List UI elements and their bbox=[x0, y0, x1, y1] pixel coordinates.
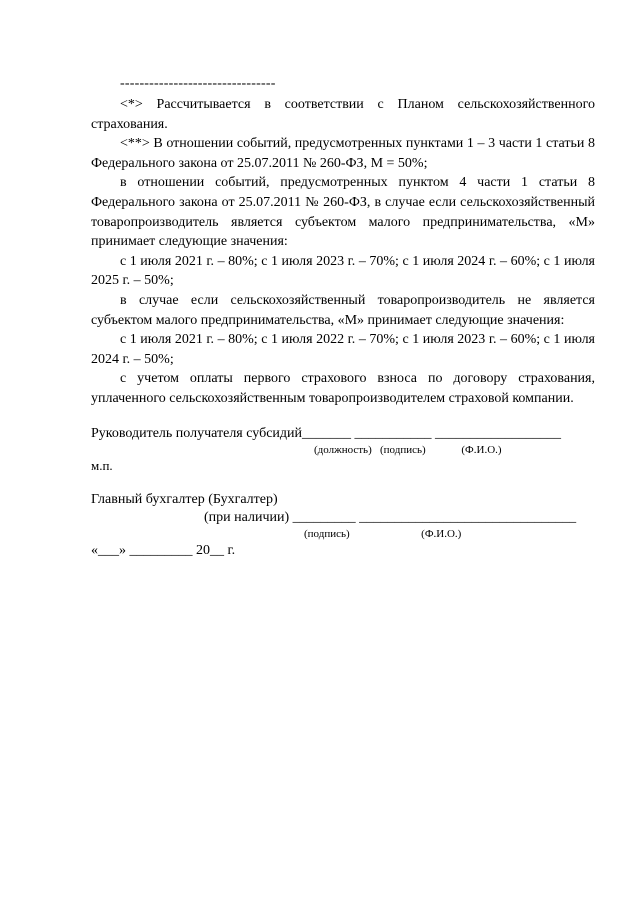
footnote-paragraph-4: с 1 июля 2021 г. – 80%; с 1 июля 2023 г. – 70%; с 1 июля 2024 г. – 60%; с 1 июля 2025 г. – 50%; bbox=[91, 253, 595, 289]
footnote-1: <*> Рассчитывается в соответствии с Планом сельскохозяйственного страхования. bbox=[91, 97, 595, 132]
footnote-separator: -------------------------------- bbox=[120, 76, 276, 91]
footnote-paragraph-7: с учетом оплаты первого страхового взноса по договору страхования, уплаченного сельскохозяйственным товаропроизводителем страховой компании. bbox=[91, 371, 595, 406]
footnote-paragraph-5: в случае если сельскохозяйственный товаропроизводитель не является субъектом малого предпринимательства, «М» принимает следующие значения: bbox=[91, 292, 595, 328]
date-line: «___» _________ 20__ г. bbox=[91, 543, 236, 558]
footnote-2: <**> В отношении событий, предусмотренных пунктами 1 – 3 части 1 статьи 8 Федерального закона от 25.07.2011 № 260-ФЗ, М = 50%; bbox=[91, 136, 595, 171]
accountant-signature-line: (при наличии) _________ _______________________________ bbox=[204, 510, 577, 525]
footnote-paragraph-3: в отношении событий, предусмотренных пунктом 4 части 1 статьи 8 Федерального закона от 25.07.2011 № 260-ФЗ, в случае если сельскохозяйственный товаропроизводитель является субъектом малого предпринимательства, «М» принимает следующие значения: bbox=[91, 175, 595, 250]
footnotes-block bbox=[91, 95, 595, 409]
accountant-signature-captions: (подпись) (Ф.И.О.) bbox=[304, 528, 462, 540]
head-signature-line: Руководитель получателя субсидий_______ ___________ __________________ bbox=[91, 426, 562, 441]
head-signature-captions: (должность) (подпись) (Ф.И.О.) bbox=[314, 444, 502, 456]
accountant-title: Главный бухгалтер (Бухгалтер) bbox=[91, 492, 278, 507]
footnote-paragraph-6: с 1 июля 2021 г. – 80%; с 1 июля 2022 г. – 70%; с 1 июля 2023 г. – 60%; с 1 июля 2024 г. – 50%; bbox=[91, 332, 595, 367]
stamp-mark: м.п. bbox=[91, 458, 113, 473]
